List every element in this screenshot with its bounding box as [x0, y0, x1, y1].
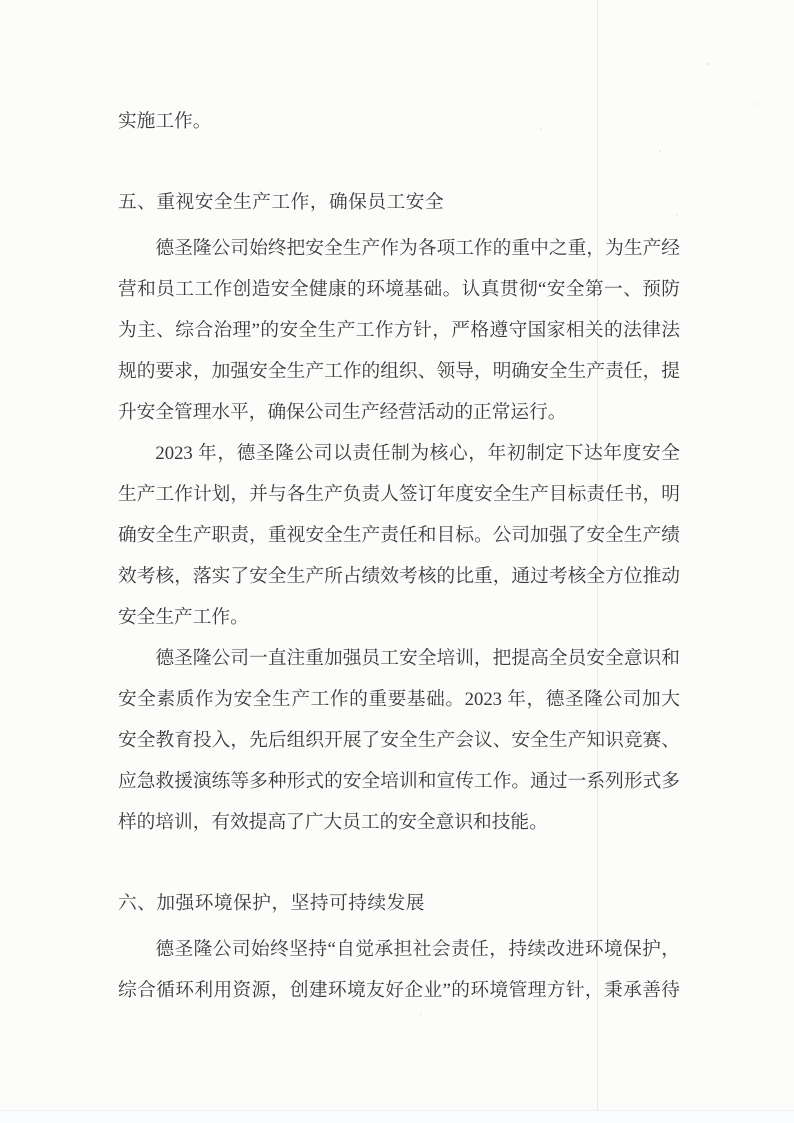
text-line: 2023 年，德圣隆公司以责任制为核心，年初制定下达年度安全: [155, 443, 680, 464]
document-content: [118, 101, 680, 1011]
text-line: 规的要求，加强安全生产工作的组织、领导，明确安全生产责任，提: [118, 361, 680, 382]
text-line: 德圣隆公司始终坚持“自觉承担社会责任，持续改进环境保护，: [155, 939, 680, 960]
text-line: 安全生产工作。: [118, 607, 249, 628]
paragraph: [118, 638, 680, 843]
continuation-paragraph-fragment: 实施工作。: [118, 111, 212, 132]
text-line: 德圣隆公司一直注重加强员工安全培训，把提高全员安全意识和: [155, 648, 680, 669]
text-line: 效考核，落实了安全生产所占绩效考核的比重，通过考核全方位推动: [118, 566, 680, 587]
scan-speckles: [707, 63, 709, 65]
text-line: 综合循环利用资源，创建环境友好企业”的环境管理方针，秉承善待: [118, 980, 680, 1001]
paragraph: [118, 929, 680, 1011]
text-line: 安全素质作为安全生产工作的重要基础。2023 年，德圣隆公司加大: [118, 689, 680, 710]
paragraph: [118, 433, 680, 638]
section-heading: 六、加强环境保护，坚持可持续发展: [118, 893, 425, 914]
page-bottom-edge: [0, 1110, 794, 1123]
text-line: 德圣隆公司始终把安全生产作为各项工作的重中之重，为生产经: [155, 238, 680, 259]
text-line: 确安全生产职责，重视安全生产责任和目标。公司加强了安全生产绩: [118, 525, 680, 546]
text-line: 营和员工工作创造安全健康的环境基础。认真贯彻“安全第一、预防: [118, 279, 680, 300]
text-line: 为主、综合治理”的安全生产工作方针，严格遵守国家相关的法律法: [118, 320, 680, 341]
text-line: 安全教育投入，先后组织开展了安全生产会议、安全生产知识竞赛、: [118, 730, 680, 751]
section-heading: 五、重视安全生产工作，确保员工安全: [118, 192, 445, 213]
text-line: 样的培训，有效提高了广大员工的安全意识和技能。: [118, 812, 548, 833]
text-line: 应急救援演练等多种形式的安全培训和宣传工作。通过一系列形式多: [118, 771, 680, 792]
text-line: 升安全管理水平，确保公司生产经营活动的正常运行。: [118, 402, 567, 423]
text-line: 生产工作计划，并与各生产负责人签订年度安全生产目标责任书，明: [118, 484, 680, 505]
paragraph: [118, 228, 680, 433]
